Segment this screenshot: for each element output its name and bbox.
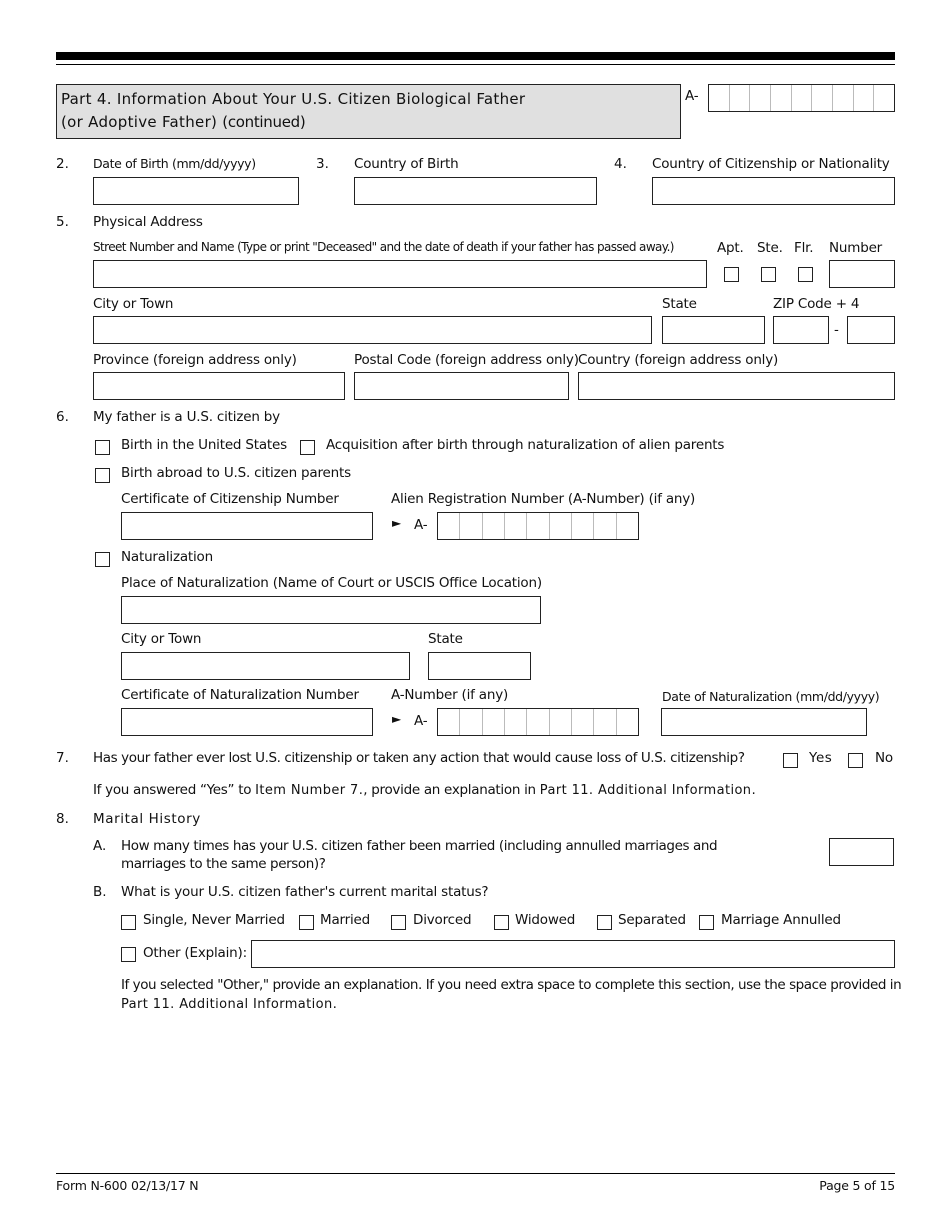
- item8-note-part: Part 11. Additional Information: [121, 997, 333, 1012]
- item8a-letter: A.: [93, 838, 107, 854]
- nat-state-input[interactable]: [428, 652, 531, 680]
- nat-a-prefix: A-: [414, 713, 428, 729]
- item8-note-line1: If you selected "Other," provide an explanation. If you need extra space to complete this section, use the space provided in: [121, 977, 902, 993]
- birth-abroad-checkbox[interactable]: [95, 468, 110, 483]
- state-label: State: [662, 296, 697, 312]
- status-separated-checkbox[interactable]: [597, 915, 612, 930]
- cert-naturalization-input[interactable]: [121, 708, 373, 736]
- status-annulled-label: Marriage Annulled: [721, 912, 841, 928]
- unit-number-input[interactable]: [829, 260, 895, 288]
- item7-note-end: .: [751, 782, 756, 798]
- other-explain-input[interactable]: [251, 940, 895, 968]
- a-number-label: A-Number (if any): [391, 687, 509, 703]
- place-naturalization-label: Place of Naturalization (Name of Court or USCIS Office Location): [121, 575, 542, 591]
- item8-label: Marital History: [93, 811, 201, 827]
- item4-number: 4.: [614, 156, 627, 172]
- acquisition-label: Acquisition after birth through naturalization of alien parents: [326, 437, 725, 453]
- item6-number: 6.: [56, 409, 69, 425]
- status-single-checkbox[interactable]: [121, 915, 136, 930]
- item8b-letter: B.: [93, 884, 107, 900]
- item7-note-part: Part 11. Additional Information: [539, 783, 752, 798]
- item8-note-line2: [121, 996, 337, 1012]
- status-separated-label: Separated: [618, 912, 686, 928]
- footer-page: Page 5 of 15: [819, 1178, 895, 1193]
- top-thin-rule: [56, 64, 895, 65]
- part-title-line1: Part 4. Information About Your U.S. Citizen Biological Father: [61, 90, 526, 108]
- lost-citizenship-no-checkbox[interactable]: [848, 753, 863, 768]
- province-label: Province (foreign address only): [93, 352, 297, 368]
- item6-label: My father is a U.S. citizen by: [93, 409, 280, 425]
- zip-dash: -: [834, 322, 839, 338]
- arrow-icon: ►: [392, 516, 402, 530]
- birth-abroad-label: Birth abroad to U.S. citizen parents: [121, 465, 351, 481]
- street-label: Street Number and Name (Type or print "Deceased" and the date of death if your father has passed away.): [93, 240, 674, 254]
- item8b-question: What is your U.S. citizen father's current marital status?: [121, 884, 489, 900]
- status-annulled-checkbox[interactable]: [699, 915, 714, 930]
- alien-reg-number-input[interactable]: [437, 512, 639, 540]
- item7-note-b: , provide an explanation in: [363, 782, 540, 798]
- nat-city-label: City or Town: [121, 631, 202, 647]
- item7-question: Has your father ever lost U.S. citizenship or taken any action that would cause loss of U.S. citizenship?: [93, 750, 745, 766]
- country-input[interactable]: [578, 372, 895, 400]
- part-title-continued: (continued): [222, 113, 306, 131]
- header-a-number-prefix: A-: [685, 88, 699, 104]
- birth-in-us-label: Birth in the United States: [121, 437, 287, 453]
- item8a-question-line1: How many times has your U.S. citizen father been married (including annulled marriages and: [121, 838, 718, 854]
- footer-form-id: Form N-600 02/13/17 N: [56, 1178, 199, 1193]
- status-other-label: Other (Explain):: [143, 945, 247, 961]
- item5-number: 5.: [56, 214, 69, 230]
- state-input[interactable]: [662, 316, 765, 344]
- top-thick-rule: [56, 52, 895, 60]
- status-married-checkbox[interactable]: [299, 915, 314, 930]
- place-naturalization-input[interactable]: [121, 596, 541, 624]
- cert-naturalization-label: Certificate of Naturalization Number: [121, 687, 359, 703]
- naturalization-checkbox[interactable]: [95, 552, 110, 567]
- birth-in-us-checkbox[interactable]: [95, 440, 110, 455]
- status-widowed-label: Widowed: [515, 912, 576, 928]
- ste-checkbox[interactable]: [761, 267, 776, 282]
- arrow-icon: ►: [392, 712, 402, 726]
- item2-label: Date of Birth (mm/dd/yyyy): [93, 156, 256, 171]
- item7-number: 7.: [56, 750, 69, 766]
- status-divorced-label: Divorced: [413, 912, 472, 928]
- part-title-line2: (or Adoptive Father): [61, 113, 218, 131]
- header-a-number-input[interactable]: [708, 84, 895, 112]
- flr-label: Flr.: [794, 240, 814, 256]
- item5-label: Physical Address: [93, 214, 203, 230]
- item4-label: Country of Citizenship or Nationality: [652, 156, 890, 172]
- number-label: Number: [829, 240, 883, 256]
- times-married-input[interactable]: [829, 838, 894, 866]
- item8a-question-line2: marriages to the same person)?: [121, 856, 326, 872]
- acquisition-checkbox[interactable]: [300, 440, 315, 455]
- date-naturalization-input[interactable]: [661, 708, 867, 736]
- item8-note-end: .: [332, 996, 337, 1012]
- apt-label: Apt.: [717, 240, 744, 256]
- street-input[interactable]: [93, 260, 707, 288]
- alien-a-prefix: A-: [414, 517, 428, 533]
- item7-note: [93, 782, 755, 798]
- item2-number: 2.: [56, 156, 69, 172]
- ste-label: Ste.: [757, 240, 783, 256]
- zip-plus4-input[interactable]: [847, 316, 895, 344]
- item3-label: Country of Birth: [354, 156, 459, 172]
- lost-citizenship-yes-checkbox[interactable]: [783, 753, 798, 768]
- postal-code-input[interactable]: [354, 372, 569, 400]
- date-of-birth-input[interactable]: [93, 177, 299, 205]
- status-other-checkbox[interactable]: [121, 947, 136, 962]
- city-label: City or Town: [93, 296, 174, 312]
- footer-rule: [56, 1173, 895, 1174]
- yes-label: Yes: [809, 750, 833, 766]
- item3-number: 3.: [316, 156, 329, 172]
- item8-number: 8.: [56, 811, 69, 827]
- country-of-birth-input[interactable]: [354, 177, 597, 205]
- province-input[interactable]: [93, 372, 345, 400]
- cert-citizenship-label: Certificate of Citizenship Number: [121, 491, 339, 507]
- cert-citizenship-input[interactable]: [121, 512, 373, 540]
- no-label: No: [875, 750, 893, 766]
- item7-note-item: Item Number 7.: [255, 783, 364, 798]
- nat-state-label: State: [428, 631, 463, 647]
- country-of-citizenship-input[interactable]: [652, 177, 895, 205]
- zip-label: ZIP Code + 4: [773, 296, 860, 312]
- status-widowed-checkbox[interactable]: [494, 915, 509, 930]
- status-single-label: Single, Never Married: [143, 912, 285, 928]
- status-divorced-checkbox[interactable]: [391, 915, 406, 930]
- status-married-label: Married: [320, 912, 371, 928]
- alien-reg-label: Alien Registration Number (A-Number) (if any): [391, 491, 696, 507]
- zip-input[interactable]: [773, 316, 829, 344]
- flr-checkbox[interactable]: [798, 267, 813, 282]
- postal-label: Postal Code (foreign address only): [354, 352, 579, 368]
- apt-checkbox[interactable]: [724, 267, 739, 282]
- country-label: Country (foreign address only): [578, 352, 779, 368]
- item7-note-a: If you answered “Yes” to: [93, 782, 256, 798]
- date-naturalization-label: Date of Naturalization (mm/dd/yyyy): [662, 689, 880, 704]
- nat-city-input[interactable]: [121, 652, 410, 680]
- naturalization-label: Naturalization: [121, 549, 213, 565]
- part-header: [56, 84, 681, 139]
- city-input[interactable]: [93, 316, 652, 344]
- nat-a-number-input[interactable]: [437, 708, 639, 736]
